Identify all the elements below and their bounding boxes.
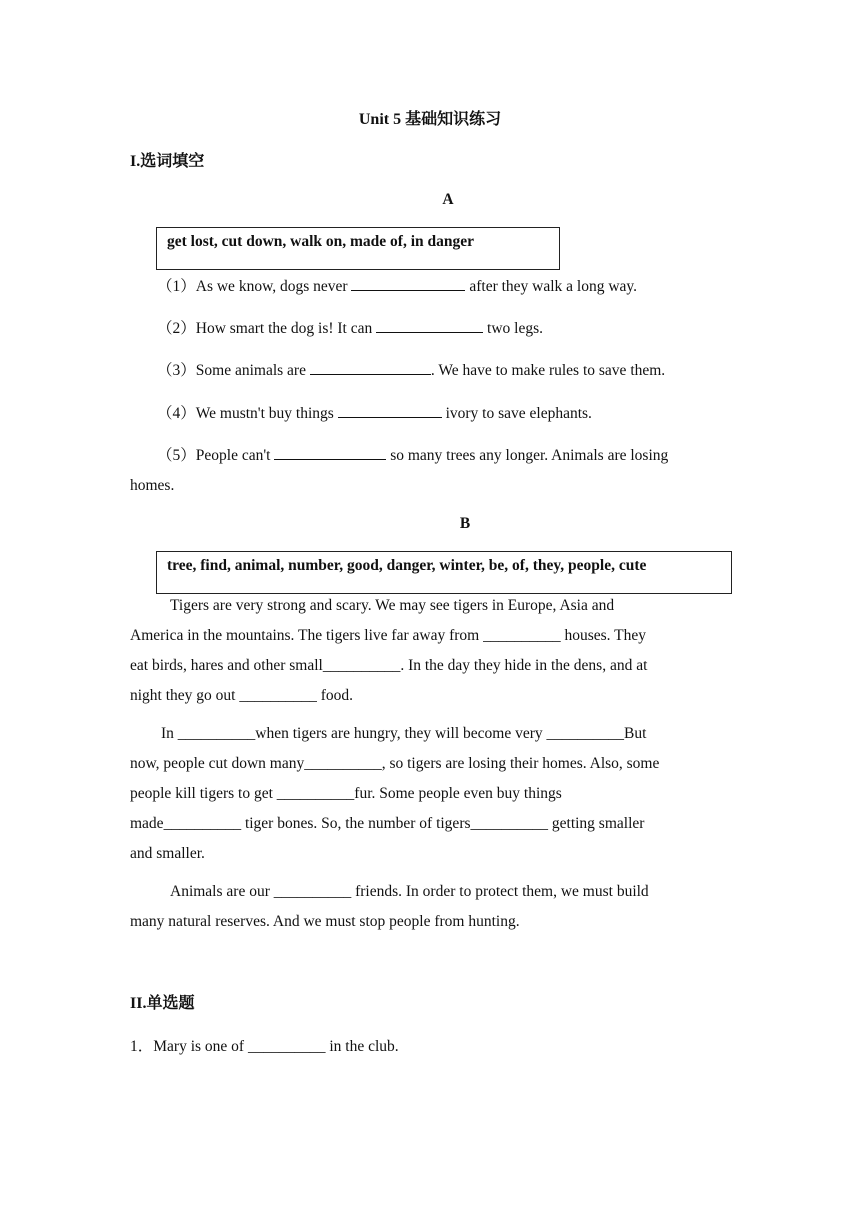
word-box-a bbox=[156, 227, 560, 270]
word-box-a-text: get lost, cut down, walk on, made of, in danger bbox=[167, 233, 475, 250]
answer-blank[interactable] bbox=[274, 444, 386, 460]
question-1: 1．Mary is one of __________ in the club. bbox=[130, 1038, 399, 1055]
item-2: （2）How smart the dog is! It can two legs. bbox=[157, 316, 543, 338]
section-heading-1: I.选词填空 bbox=[130, 153, 205, 170]
part-a-label: A bbox=[442, 191, 454, 208]
item-3: （3）Some animals are . We have to make rules to save them. bbox=[157, 358, 665, 380]
paragraph-1: Tigers are very strong and scary. We may see tigers in Europe, Asia and America in the mountains. The tigers live far away from __________ houses. They eat birds, hares and other small__________. In the day they hide in the dens, and at night they go out __________ food. bbox=[130, 597, 648, 704]
paragraph-2: In __________when tigers are hungry, they will become very __________But now, people cut down many__________, so tigers are losing their homes. Also, some people kill tigers to get __________fur. Some people even buy things made__________ tiger bones. So, the number of tigers__________ getting smaller and smaller. bbox=[130, 725, 660, 862]
item-5-continued: homes. bbox=[130, 477, 175, 494]
answer-blank[interactable] bbox=[310, 359, 431, 375]
item-1: （1）As we know, dogs never after they walk a long way. bbox=[157, 274, 637, 296]
answer-blank[interactable] bbox=[338, 402, 442, 418]
item-5: （5）People can't so many trees any longer. Animals are losing bbox=[157, 443, 668, 465]
paragraph-3: Animals are our __________ friends. In order to protect them, we must build many natural reserves. And we must stop people from hunting. bbox=[130, 883, 649, 930]
section-heading-2: II.单选题 bbox=[130, 995, 195, 1012]
answer-blank[interactable] bbox=[351, 275, 465, 291]
item-4: （4）We mustn't buy things ivory to save elephants. bbox=[157, 401, 592, 423]
word-box-b bbox=[156, 551, 732, 594]
part-b-label: B bbox=[459, 515, 471, 532]
page-title: Unit 5 基础知识练习 bbox=[358, 111, 502, 128]
answer-blank[interactable] bbox=[376, 317, 483, 333]
word-box-b-text: tree, find, animal, number, good, danger, winter, be, of, they, people, cute bbox=[167, 557, 647, 574]
